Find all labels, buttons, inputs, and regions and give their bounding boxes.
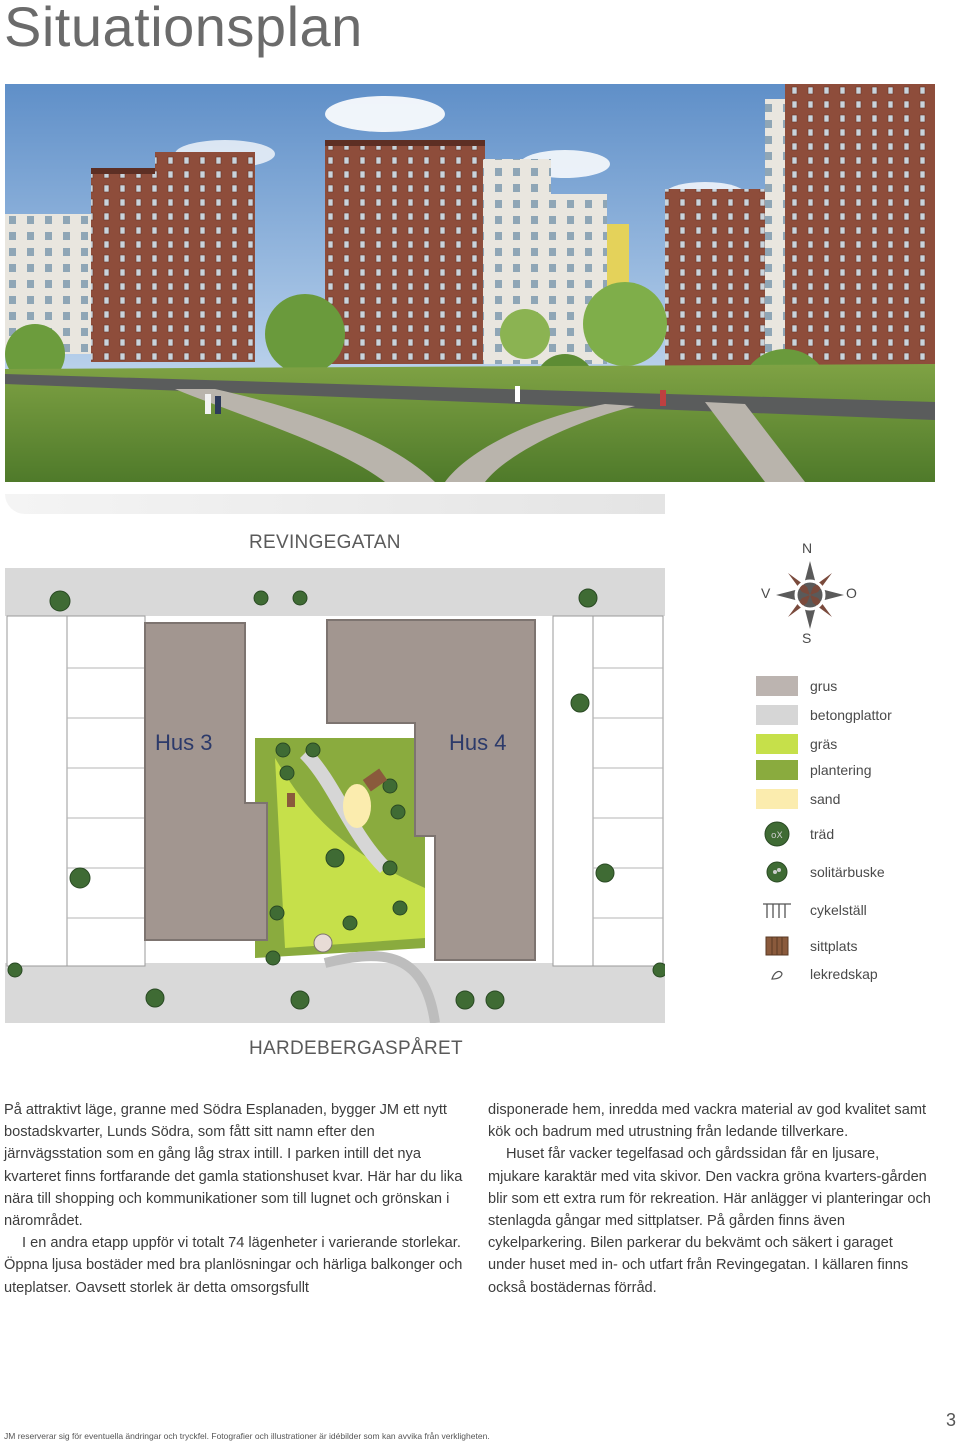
legend-item-grus: grus bbox=[756, 676, 837, 696]
building-hus-3: Hus 3 bbox=[155, 730, 213, 755]
paragraph: På attraktivt läge, granne med Södra Esplanaden, bygger JM ett nytt bostadskvarter, Lunds Södra, som fått sitt namn efter den järnvägsstation som en gång låg strax intill. I parken intill det nya kvarteret finns fortfarande det gamla stationshuset kvar. Här har du lika nära till shopping och kommunikationer som till lugnet och grönskan i närområdet. bbox=[4, 1102, 463, 1230]
svg-text:oX: oX bbox=[771, 831, 783, 841]
legend-item-betongplattor: betongplattor bbox=[756, 705, 892, 725]
street-label-south: HARDEBERGASPÅRET bbox=[249, 1038, 463, 1059]
legend-item-sittplats: sittplats bbox=[756, 936, 857, 956]
bike-rack-icon bbox=[761, 900, 793, 920]
text-column-right bbox=[488, 1099, 933, 1299]
swatch-plantering bbox=[756, 760, 798, 780]
legend-item-gras: gräs bbox=[756, 734, 837, 754]
street-label-north: REVINGEGATAN bbox=[249, 532, 401, 553]
decorative-band bbox=[5, 494, 665, 514]
text-column-left bbox=[4, 1099, 464, 1299]
page-number: 3 bbox=[945, 1410, 956, 1430]
compass-west: V bbox=[761, 585, 771, 601]
compass-rose bbox=[760, 540, 860, 650]
tree-icon bbox=[763, 820, 791, 848]
swatch-gras bbox=[756, 734, 798, 754]
shrub-icon bbox=[765, 860, 789, 884]
compass-north: N bbox=[802, 540, 813, 556]
paragraph: Huset får vacker tegelfasad och gårdssidan får en ljusare, mjukare karaktär med vita skivor. Den vackra gröna kvarters-gården blir som ett extra rum för rekreation. Här anlägger vi planteringar och stenlagda gångar med sittplatser. På gården finns även cykelparkering. Bilen parkerar du bekvämt och säkert i garaget under huset med in- och utfart från Revingegatan. I källaren finns också bostädernas förråd. bbox=[488, 1146, 931, 1296]
page-title: Situationsplan bbox=[4, 0, 363, 58]
legend-item-solitarbuske: solitärbuske bbox=[756, 862, 885, 882]
legend-item-plantering: plantering bbox=[756, 760, 872, 780]
legend-item-cykelstall: cykelställ bbox=[756, 900, 867, 920]
compass-east: O bbox=[846, 585, 857, 601]
building-hus-4: Hus 4 bbox=[449, 730, 507, 755]
paragraph: I en andra etapp uppför vi totalt 74 lägenheter i varierande storlekar. Öppna ljusa bostäder med bra planlösningar och härliga balkonger och uteplatser. Oavsett storlek är detta omsorgsfullt bbox=[4, 1235, 463, 1296]
architectural-rendering bbox=[5, 84, 935, 482]
swatch-grus bbox=[756, 676, 798, 696]
swatch-betongplattor bbox=[756, 705, 798, 725]
footer-disclaimer: JM reserverar sig för eventuella ändringar och tryckfel. Fotografier och illustrationer är idébilder som kan avvika från verkligheten. bbox=[4, 1431, 490, 1441]
legend-item-lekredskap: lekredskap bbox=[756, 964, 878, 984]
paragraph: disponerade hem, inredda med vackra material av god kvalitet samt kök och badrum med utrustning från ledande tillverkare. bbox=[488, 1102, 927, 1141]
legend-item-sand: sand bbox=[756, 789, 840, 809]
play-equipment-icon bbox=[769, 966, 785, 982]
bench-icon bbox=[764, 935, 790, 957]
legend-item-trad: oX träd bbox=[756, 824, 834, 844]
compass-south: S bbox=[802, 630, 812, 646]
site-plan bbox=[5, 568, 665, 1023]
swatch-sand bbox=[756, 789, 798, 809]
